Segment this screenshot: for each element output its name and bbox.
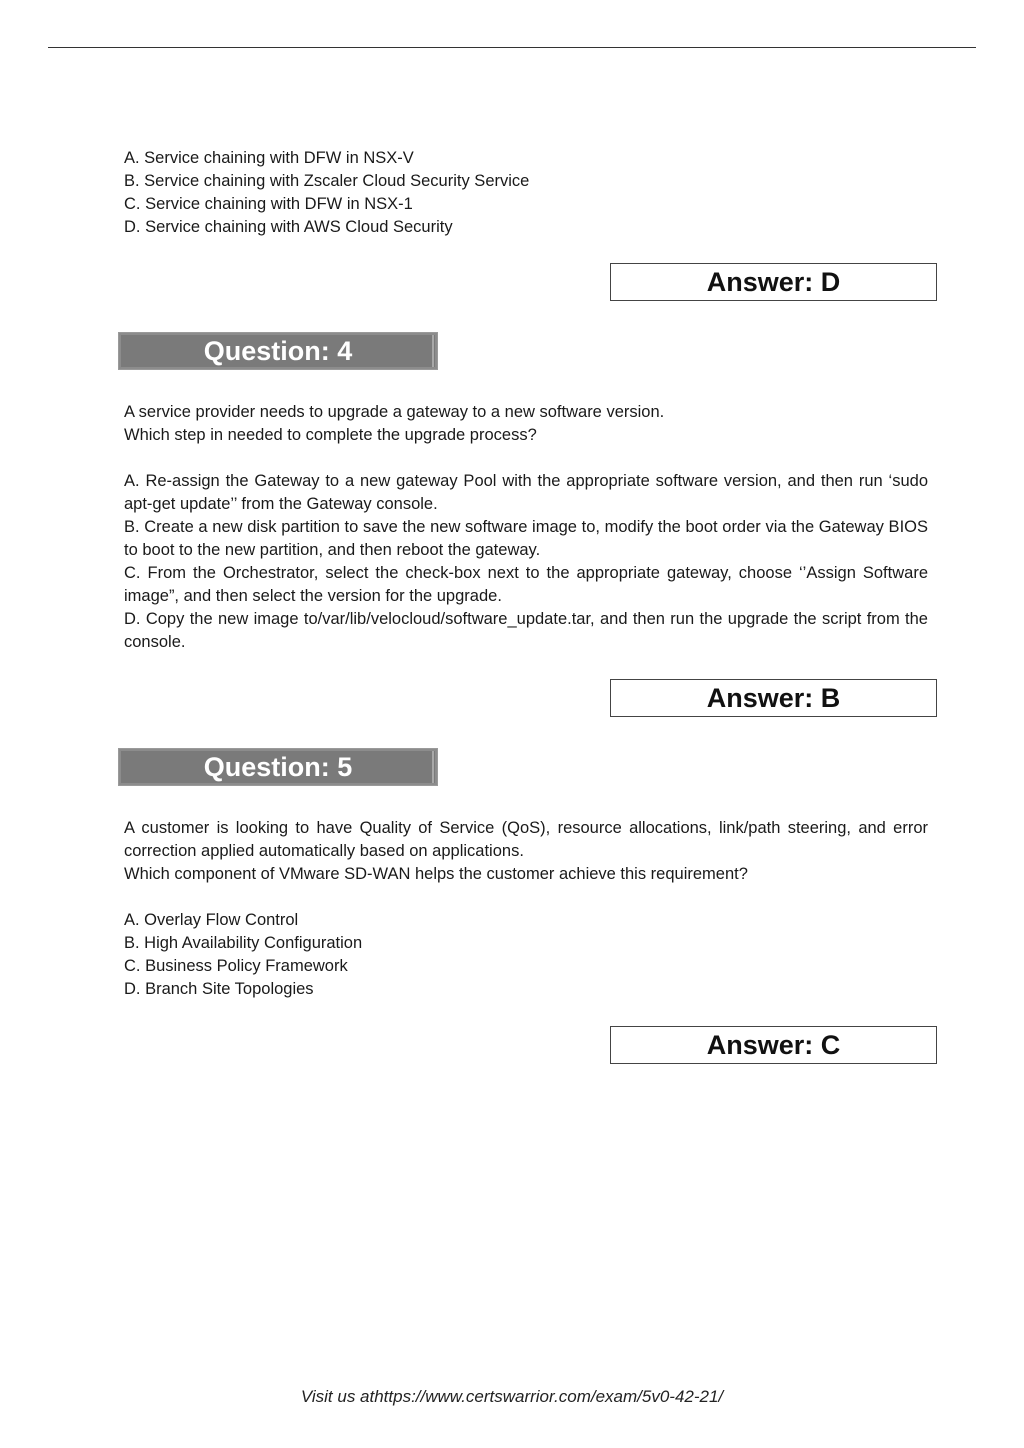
q5-option-c: C. Business Policy Framework bbox=[124, 957, 348, 975]
q5-stem-para-1: A customer is looking to have Quality of Service (QoS), resource allocations, link/path steering, and error correction applied automatically based on applications. bbox=[124, 819, 928, 860]
q4-stem-line-1: A service provider needs to upgrade a gateway to a new software version. bbox=[124, 403, 665, 421]
q5-stem-line-2: Which component of VMware SD-WAN helps the customer achieve this requirement? bbox=[124, 865, 748, 883]
footer-link[interactable]: Visit us athttps://www.certswarrior.com/exam/5v0-42-21/ bbox=[300, 1387, 724, 1406]
q4-banner bbox=[118, 332, 438, 370]
header-rule bbox=[48, 47, 976, 48]
banner-edge bbox=[432, 751, 434, 783]
q5-title: Question: 5 bbox=[203, 751, 353, 782]
q3-option-a: A. Service chaining with DFW in NSX-V bbox=[124, 149, 414, 167]
banner-edge bbox=[432, 335, 434, 367]
q3-option-d: D. Service chaining with AWS Cloud Security bbox=[124, 218, 453, 236]
q5-option-a: A. Overlay Flow Control bbox=[124, 911, 299, 929]
q5-answer-box: Answer: C bbox=[610, 1026, 937, 1064]
q5-banner bbox=[118, 748, 438, 786]
q5-option-b: B. High Availability Configuration bbox=[124, 934, 363, 952]
q4-option-d: D. Copy the new image to/var/lib/velocloud/software_update.tar, and then run the upgrade the script from the console. bbox=[124, 610, 928, 651]
q5-option-d: D. Branch Site Topologies bbox=[124, 980, 314, 998]
q4-stem-line-2: Which step in needed to complete the upgrade process? bbox=[124, 426, 537, 444]
q4-option-a: A. Re-assign the Gateway to a new gateway Pool with the appropriate software version, and then run ‘sudo apt-get update’’ from the Gateway console. bbox=[124, 472, 928, 513]
q3-option-c: C. Service chaining with DFW in NSX-1 bbox=[124, 195, 413, 213]
q4-option-c: C. From the Orchestrator, select the check-box next to the appropriate gateway, choose ‘’Assign Software image”, and then select the version for the upgrade. bbox=[124, 564, 928, 605]
q4-title: Question: 4 bbox=[203, 335, 353, 366]
q3-option-b: B. Service chaining with Zscaler Cloud Security Service bbox=[124, 172, 530, 190]
q3-answer-box: Answer: D bbox=[610, 263, 937, 301]
q4-answer-box: Answer: B bbox=[610, 679, 937, 717]
q4-option-b: B. Create a new disk partition to save the new software image to, modify the boot order via the Gateway BIOS to boot to the new partition, and then reboot the gateway. bbox=[124, 518, 928, 559]
